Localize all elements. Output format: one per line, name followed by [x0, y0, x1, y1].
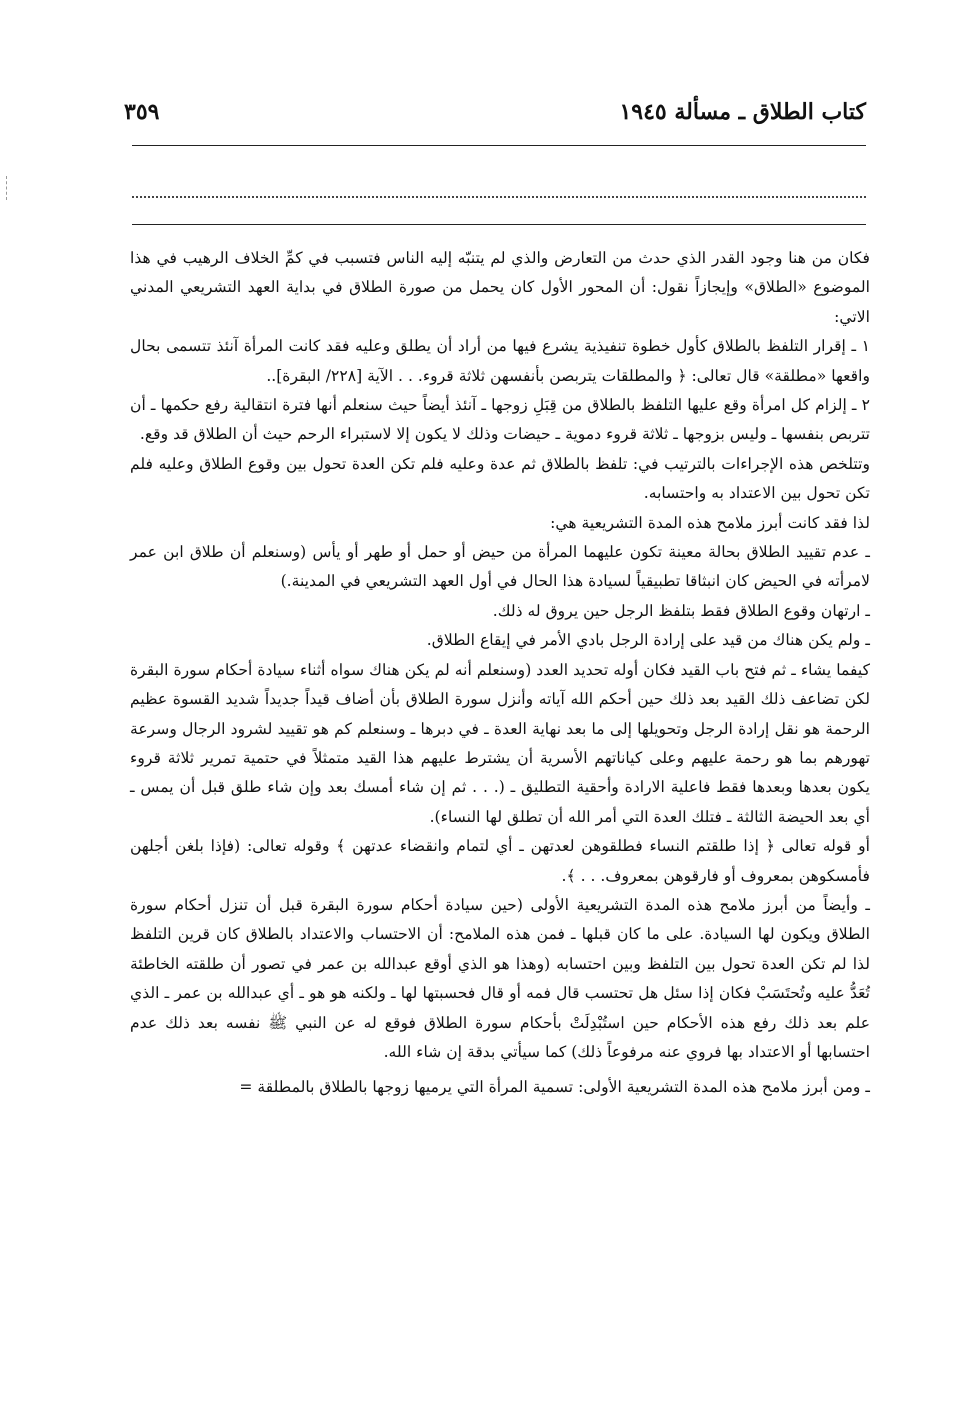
header-rule	[132, 145, 866, 146]
dotted-separator	[132, 176, 866, 198]
list-item: ـ ولم يكن هناك من قيد على إرادة الرجل بادي الأمر في إيقاع الطلاق.	[426, 631, 870, 650]
list-item: ـ ارتهان وقوع الطلاق فقط بتلفظ الرجل حين يروق له ذلك.	[492, 601, 870, 620]
content-rule	[132, 224, 866, 225]
paragraph: وتتلخص هذه الإجراءات بالترتيب في: تلفظ بالطلاق ثم عدة وعليه فلم تكن العدة تحول بين وقوع الطلاق وعليه فلم تكن تحول بين الاعتداد به واحتسابه.	[130, 454, 870, 503]
paragraph: ـ وأيضاً من أبرز ملامح هذه المدة التشريعية الأولى (حين سيادة أحكام سورة البقرة قبل أن تنزل أحكام سورة الطلاق ويكون لها السيادة. على ما كان قبلها ـ فمن هذه الملامح: أن الاحتساب والاعتداد بالطلاق كان قرين التلفظ لذا لم تكن العدة تحول بين التلفظ وبين احتسابه (وهذا هو الذي أوقع عبدالله بن عمر في تصور أن طلقته الخاطئة تُعَدُّ عليه وتُحتَسَبْ فكان إذا سئل هل تحتسب قال فمه أو قال فحسبتها لها ـ ولكنه هو هو ـ أي عبدالله بن عمر ـ الذي علم بعد ذلك رفع هذه الأحكام حين استُبْدِلَتْ بأحكام سورة الطلاق فوقع له عن النبي ﷺ نفسه بعد ذلك عدم احتسابها أو الاعتداد بها فروي عنه مرفوعاً ذلك) كما سيأتي بدقة إن شاء الله.	[130, 895, 870, 1061]
paragraph: فكان من هنا وجود القدر الذي حدث من التعارض والذي لم يتنبّه إليه الناس فتسبب في كمِّ الخلاف الرهيب في هذا الموضوع «الطلاق» وإيجازاً نقول: أن المحور الأول كان يحمل من صورة الطلاق في بداية العهد التشريعي المدني الاتي:	[130, 249, 870, 326]
scan-edge-mark	[6, 176, 7, 200]
page-number: ٣٥٩	[124, 99, 160, 125]
main-text	[130, 244, 870, 1103]
paragraph: أو قوله تعالى ﴿ إذا طلقتم النساء فطلقوهن لعدتهن ـ أي لتمام وانقضاء عدتهن ﴾ وقوله تعالى: (فإذا بلغن أجلهن فأمسكوهن بمعروف أو فارقوهن بمعروف. . . ﴾.	[130, 837, 870, 885]
list-item: ـ عدم تقييد الطلاق بحالة معينة تكون عليهما المرأة من حيض أو حمل أو طهر أو يأس (وسنعلم أن طلاق ابن عمر لامرأته في الحيض كان انبثاقا تطبيقياً لسيادة هذا الحال في أول العهد التشريعي في المدينة.)	[130, 543, 870, 591]
numbered-item: ١ ـ إقرار التلفظ بالطلاق كأول خطوة تنفيذية يشرع فيها من أراد أن يطلق وعليه فقد كانت المرأة آنئذ تتسمى بحال واقعها «مطلقة» قال تعالى: ﴿ والمطلقات يتربصن بأنفسهن ثلاثة قروء. . . الآية [٢٢٨/ البقرة]..	[130, 337, 870, 385]
running-title: كتاب الطلاق ـ مسألة ١٩٤٥	[619, 99, 866, 125]
paragraph: ـ ومن أبرز ملامح هذه المدة التشريعية الأولى: تسمية المرأة التي يرميها زوجها بالطلاق بالمطلقة =	[239, 1078, 870, 1097]
page-header	[124, 92, 866, 132]
paragraph: لذا فقد كانت أبرز ملامح هذه المدة التشريعية هي:	[550, 513, 870, 532]
paragraph: كيفما يشاء ـ ثم فتح باب القيد فكان أوله تحديد العدد (وسنعلم أنه لم يكن هناك سواه أثناء سيادة أحكام سورة البقرة لكن تضاعف ذلك القيد بعد ذلك حين أحكم الله آياته وأنزل سورة الطلاق بأن أضاف قيداً جديداً شديد القسوة عظيم الرحمة هو نقل إرادة الرجل وتحويلها إلى ما بعد نهاية العدة ـ في دبرها ـ وسنعلم كم هو تقييد لشرود الرجال وسرعة تهورهم بما هو رحمة عليهم وعلى كياناتهم الأسرية أن يشترط عليهم هذا القيد متمثلاً في حتمية تمرير ثلاثة قروء يكون بعدها وبعدها فقط فاعلية الارادة وأحقية التطليق ـ (. . . ثم إن شاء أمسك بعد وإن شاء طلق قبل أن يمس ـ أي بعد الحيضة الثالثة ـ فتلك العدة التي أمر الله أن تطلق لها النساء).	[130, 660, 870, 826]
numbered-item: ٢ ـ إلزام كل امرأة وقع عليها التلفظ بالطلاق من قِبَلِ زوجها ـ آنئذ أيضاً حيث سنعلم أنها فترة انتقالية رفع حكمها ـ أن تتربص بنفسها ـ وليس بزوجها ـ ثلاثة قروء دموية ـ حيضات وذلك لا يكون إلا لاستبراء الرحم حيث أن الطلاق قد وقع.	[130, 396, 870, 444]
